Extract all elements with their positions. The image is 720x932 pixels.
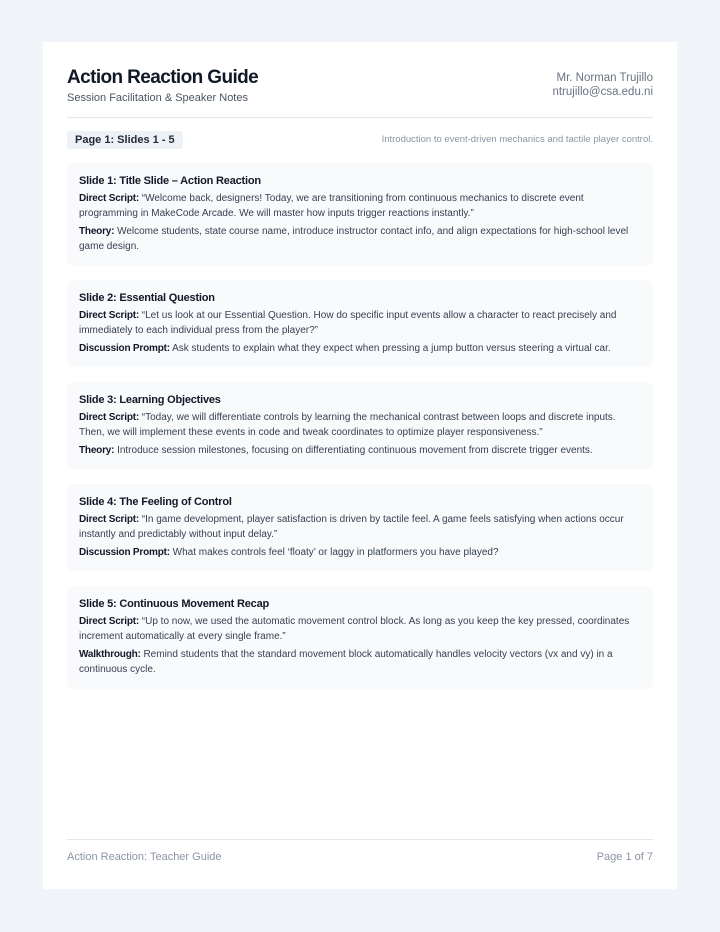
slide-title: Slide 3: Learning Objectives — [79, 394, 221, 406]
slide-note — [79, 443, 641, 458]
document-subtitle: Session Facilitation & Speaker Notes — [67, 92, 248, 104]
slide-title: Slide 1: Title Slide – Action Reaction — [79, 175, 261, 187]
slide-title: Slide 5: Continuous Movement Recap — [79, 598, 270, 610]
slide-card-3 — [67, 382, 653, 469]
slide-card-5 — [67, 586, 653, 689]
script-label: Direct Script: — [79, 310, 139, 321]
slide-note — [79, 341, 641, 356]
note-label: Theory: — [79, 226, 115, 237]
script-text: “Today, we will differentiate controls by learning the mechanical contrast between loops and discrete inputs. Then, we will implement these events in code and tweak coordinates to optimize player responsiveness.” — [79, 412, 616, 438]
slide-note — [79, 545, 641, 560]
slide-script — [79, 512, 641, 542]
footer-page-number: Page 1 of 7 — [596, 851, 653, 863]
author-email: ntrujillo@csa.edu.ni — [552, 86, 653, 98]
slide-note — [79, 647, 641, 677]
note-text: Ask students to explain what they expect when pressing a jump button versus steering a virtual car. — [172, 343, 611, 354]
note-text: What makes controls feel ‘floaty’ or laggy in platformers you have played? — [172, 547, 499, 558]
script-text: “Let us look at our Essential Question. How do specific input events allow a character to react precisely and immediately to each individual press from the player?” — [79, 310, 617, 336]
note-text: Remind students that the standard movement block automatically handles velocity vectors (vx and vy) in a continuous cycle. — [79, 649, 613, 675]
slide-script — [79, 614, 641, 644]
slide-card-1 — [67, 163, 653, 266]
note-label: Walkthrough: — [79, 649, 141, 660]
note-label: Discussion Prompt: — [79, 343, 170, 354]
page-label-badge: Page 1: Slides 1 - 5 — [67, 131, 183, 149]
slide-script — [79, 191, 641, 221]
script-text: “In game development, player satisfaction is driven by tactile feel. A game feels satisfying when actions occur instantly and predictably without input delay.” — [79, 514, 624, 540]
footer-guide-title: Action Reaction: Teacher Guide — [67, 851, 222, 863]
document-page — [43, 42, 677, 889]
slide-card-2 — [67, 280, 653, 367]
page-info-row — [67, 131, 653, 149]
slide-script — [79, 410, 641, 440]
page-description: Introduction to event-driven mechanics and tactile player control. — [381, 134, 653, 145]
note-text: Introduce session milestones, focusing on differentiating continuous movement from discrete trigger events. — [117, 445, 593, 456]
author-name: Mr. Norman Trujillo — [556, 72, 653, 84]
note-label: Theory: — [79, 445, 115, 456]
slide-note — [79, 224, 641, 254]
document-footer — [67, 839, 653, 870]
script-label: Direct Script: — [79, 616, 139, 627]
document-title: Action Reaction Guide — [67, 67, 259, 88]
note-text: Welcome students, state course name, introduce instructor contact info, and align expectations for high-school level game design. — [79, 226, 629, 252]
slide-script — [79, 308, 641, 338]
slide-title: Slide 4: The Feeling of Control — [79, 496, 232, 508]
slide-title: Slide 2: Essential Question — [79, 292, 215, 304]
script-label: Direct Script: — [79, 514, 139, 525]
script-label: Direct Script: — [79, 412, 139, 423]
script-label: Direct Script: — [79, 193, 139, 204]
script-text: “Welcome back, designers! Today, we are transitioning from continuous mechanics to discrete event programming in MakeCode Arcade. We will master how inputs trigger reactions instantly.” — [79, 193, 584, 219]
slide-card-4 — [67, 484, 653, 571]
note-label: Discussion Prompt: — [79, 547, 170, 558]
script-text: “Up to now, we used the automatic movement control block. As long as you keep the key pressed, coordinates increment automatically at every single frame.” — [79, 616, 630, 642]
document-header — [67, 42, 653, 118]
